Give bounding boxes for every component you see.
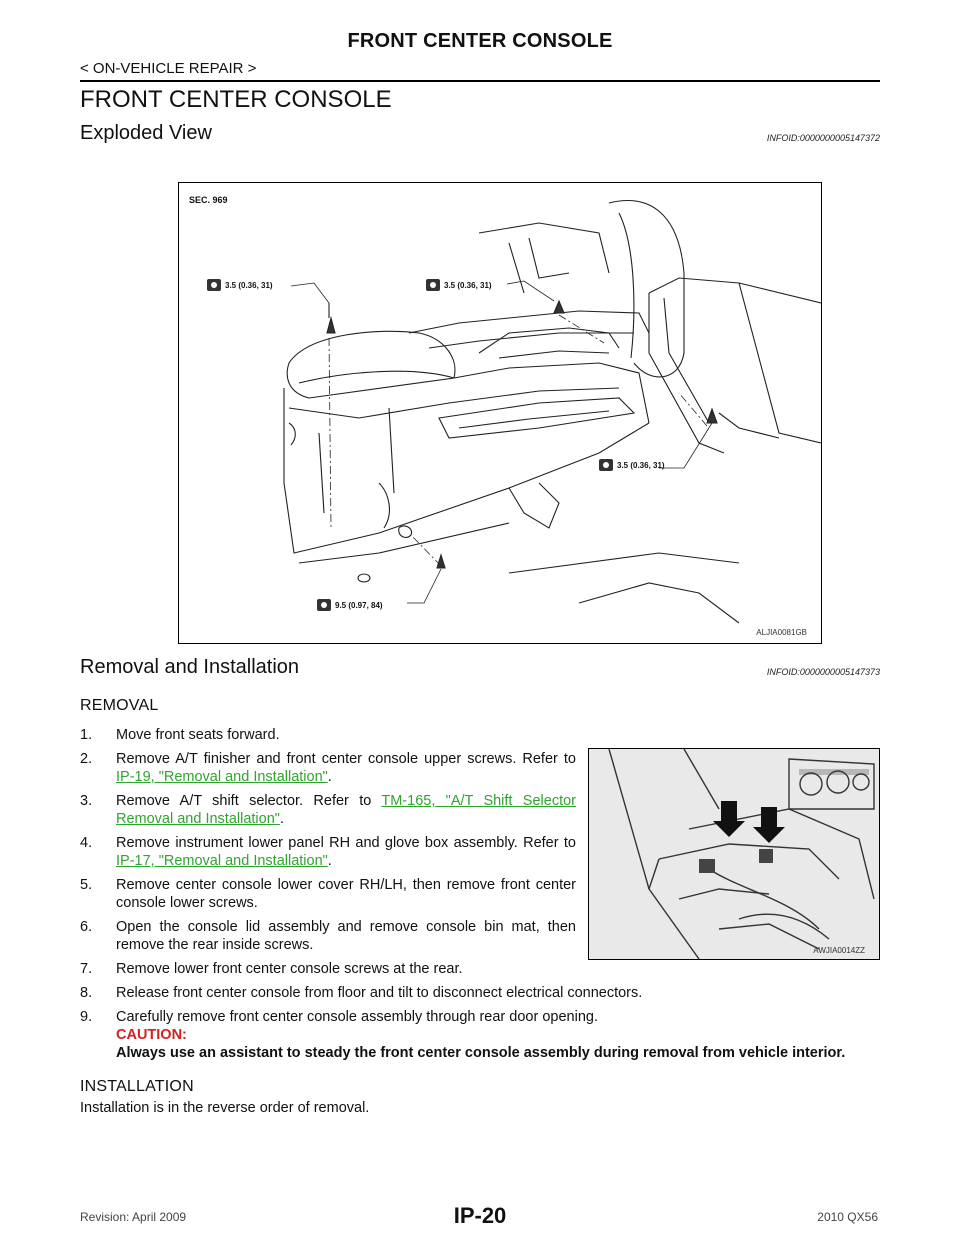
removal-steps xyxy=(80,726,880,1068)
footer-revision: Revision: April 2009 xyxy=(80,1210,187,1224)
step-1 xyxy=(80,726,576,744)
footer-model: 2010 QX56 xyxy=(817,1210,878,1224)
exploded-view-infoid: INFOID:0000000005147372 xyxy=(766,133,880,143)
torque-label-upper-right: 3.5 (0.36, 31) xyxy=(444,281,492,290)
step-8 xyxy=(80,984,880,1002)
figure-id: ALJIA0081GB xyxy=(756,628,807,637)
step-text: Remove A/T shift selector. Refer to xyxy=(116,793,382,809)
step-number: 4. xyxy=(80,835,93,851)
step-3: 3. Remove A/T shift selector. Refer to TM-165, "A/T Shift Selector Removal and Installation". xyxy=(80,793,576,827)
step-text: Remove center console lower cover RH/LH, then remove front center console lower screws. xyxy=(116,877,576,911)
step-6 xyxy=(80,918,576,954)
installation-heading: INSTALLATION xyxy=(80,1078,194,1095)
link-ip-19[interactable]: IP-19, "Removal and Installation" xyxy=(116,769,328,785)
step-9 xyxy=(80,1008,880,1062)
exploded-view-heading: Exploded View xyxy=(80,122,212,144)
step-5 xyxy=(80,876,576,912)
step-text: Remove instrument lower panel RH and glove box assembly. Refer to xyxy=(116,835,576,851)
removal-installation-infoid: INFOID:0000000005147373 xyxy=(766,667,880,677)
page-number: IP-20 xyxy=(453,1203,507,1228)
step-number: 6. xyxy=(80,919,93,935)
torque-label-upper-left: 3.5 (0.36, 31) xyxy=(225,281,273,290)
caution-text: Always use an assistant to steady the front center console assembly during removal from vehicle interior. xyxy=(116,1045,846,1061)
section-title: FRONT CENTER CONSOLE xyxy=(80,86,392,113)
removal-installation-heading: Removal and Installation xyxy=(80,656,300,678)
link-ip-17[interactable]: IP-17, "Removal and Installation" xyxy=(116,853,328,869)
sec-label: SEC. 969 xyxy=(189,195,228,205)
torque-label-lower: 9.5 (0.97, 84) xyxy=(335,601,383,610)
step-7 xyxy=(80,960,880,978)
step-text: Release front center console from floor and tilt to disconnect electrical connectors. xyxy=(116,985,643,1001)
step-4: 4. Remove instrument lower panel RH and glove box assembly. Refer to IP-17, "Removal and Installation". xyxy=(80,835,576,869)
step-text: Move front seats forward. xyxy=(116,727,280,743)
step-number: 7. xyxy=(80,961,93,977)
step-text: Open the console lid assembly and remove console bin mat, then remove the rear inside screws. xyxy=(116,919,576,953)
link-tm-165[interactable]: TM-165, "A/T Shift Selector Removal and Installation" xyxy=(116,793,576,827)
step-number: 3. xyxy=(80,793,93,809)
step-2: 2. Remove A/T finisher and front center console upper screws. Refer to IP-19, "Removal and Installation". xyxy=(80,751,576,785)
step-text: Carefully remove front center console assembly through rear door opening. xyxy=(116,1009,598,1025)
step-number: 1. xyxy=(80,727,93,743)
console-exploded-drawing xyxy=(179,183,821,643)
page-header-title: FRONT CENTER CONSOLE xyxy=(347,30,613,52)
step-text: Remove lower front center console screws at the rear. xyxy=(116,961,463,977)
header-rule xyxy=(80,80,880,82)
step-number: 9. xyxy=(80,1009,93,1025)
step-number: 5. xyxy=(80,877,93,893)
removal-heading: REMOVAL xyxy=(80,697,159,714)
breadcrumb: < ON-VEHICLE REPAIR > xyxy=(80,60,257,77)
exploded-view-figure xyxy=(178,182,822,644)
caution-label: CAUTION: xyxy=(116,1027,187,1043)
step-number: 8. xyxy=(80,985,93,1001)
step-number: 2. xyxy=(80,751,93,767)
step-text: Remove A/T finisher and front center console upper screws. Refer to xyxy=(116,751,576,767)
photo-id: AWJIA0014ZZ xyxy=(813,946,865,955)
installation-text: Installation is in the reverse order of removal. xyxy=(80,1100,370,1116)
torque-label-right: 3.5 (0.36, 31) xyxy=(617,461,665,470)
